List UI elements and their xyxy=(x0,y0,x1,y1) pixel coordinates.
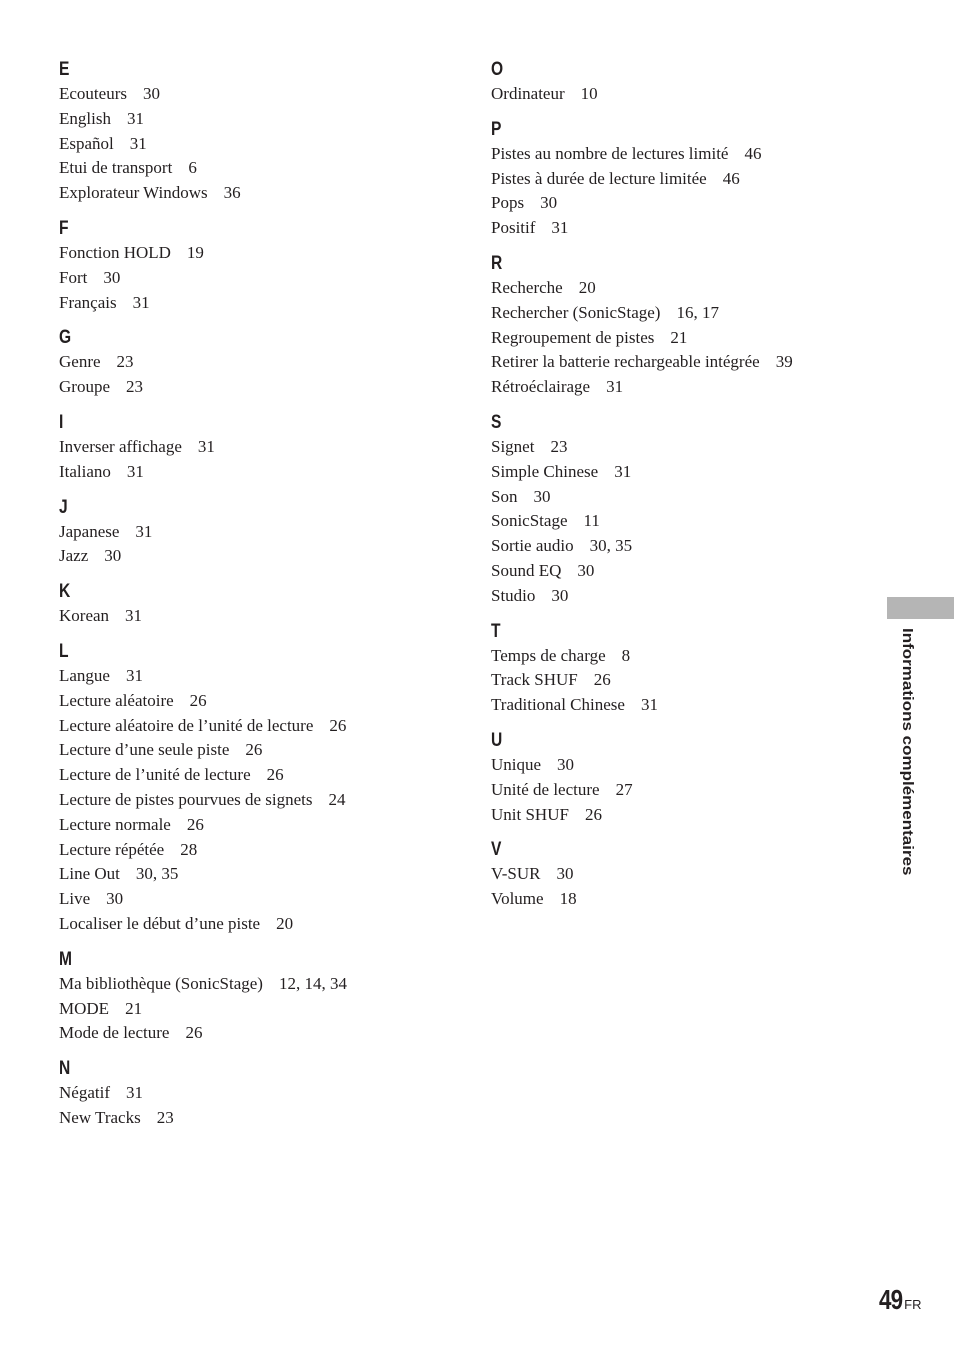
index-entry-pages: 30, 35 xyxy=(135,864,179,884)
index-letter-heading: P xyxy=(491,118,502,140)
index-entry xyxy=(491,534,851,559)
index-entry-pages: 26 xyxy=(593,670,611,690)
index-letter-heading: F xyxy=(59,217,69,239)
index-entry-term: Ecouteurs xyxy=(59,84,127,103)
index-entry xyxy=(59,460,459,485)
index-letter-heading: K xyxy=(59,581,71,603)
index-entry-term: Positif xyxy=(491,218,536,238)
index-entry-pages: 31 xyxy=(126,461,144,481)
index-entry xyxy=(59,1021,459,1046)
index-entry-term: Groupe xyxy=(59,377,110,397)
index-entry-term: Négatif xyxy=(59,1083,110,1103)
index-entry-term: Live xyxy=(59,889,91,909)
index-entry-pages: 20 xyxy=(276,913,294,933)
index-letter-heading: I xyxy=(59,411,64,433)
index-entry-term: Jazz xyxy=(59,546,89,566)
index-entry xyxy=(59,181,459,206)
index-entry-term: Pistes à durée de lecture limitée xyxy=(491,168,707,188)
index-entry-pages: 31 xyxy=(125,665,143,685)
index-entry-pages: 26 xyxy=(245,740,263,760)
index-entry xyxy=(59,604,459,629)
index-section-k xyxy=(59,580,459,629)
index-entry-pages: 12, 14, 34 xyxy=(278,973,347,993)
index-entry xyxy=(491,435,851,460)
index-entry xyxy=(59,997,459,1022)
index-entry xyxy=(59,738,459,763)
index-entry-term: Sound EQ xyxy=(491,560,562,580)
index-entry xyxy=(59,435,459,460)
index-entry xyxy=(59,266,459,291)
index-entry xyxy=(491,276,851,301)
index-entry-term: Unit SHUF xyxy=(491,804,569,824)
index-entry-term: Lecture aléatoire de l’unité de lecture xyxy=(59,715,314,735)
index-entry-pages: 46 xyxy=(744,143,762,163)
index-entry-term: Temps de charge xyxy=(491,645,606,665)
index-section-m xyxy=(59,948,459,1046)
index-column-right xyxy=(491,58,851,923)
index-entry-pages: 30 xyxy=(540,193,558,213)
section-tab-marker xyxy=(887,597,954,619)
index-entry xyxy=(491,191,851,216)
index-entry-term: Lecture normale xyxy=(59,814,171,834)
index-entry-term: Unique xyxy=(491,754,542,774)
index-letter-heading: E xyxy=(59,59,70,80)
index-entry-pages: 31 xyxy=(197,436,215,456)
index-entry-term: Lecture de l’unité de lecture xyxy=(59,765,251,785)
index-section-t xyxy=(491,620,851,718)
index-entry-pages: 46 xyxy=(722,168,740,188)
index-entry xyxy=(59,107,459,132)
index-entry xyxy=(491,887,851,912)
index-entry-term: Regroupement de pistes xyxy=(491,327,655,347)
page-number-value: 49 xyxy=(879,1284,903,1315)
index-entry-term: Ma bibliothèque (SonicStage) xyxy=(59,973,263,993)
index-entry-pages: 19 xyxy=(186,242,204,262)
index-entry xyxy=(59,862,459,887)
index-entry-pages: 24 xyxy=(328,789,346,809)
index-entry-term: Lecture de pistes pourvues de signets xyxy=(59,789,313,809)
index-entry-pages: 31 xyxy=(614,461,632,481)
index-section-f xyxy=(59,217,459,315)
index-entry xyxy=(491,301,851,326)
index-entry xyxy=(491,693,851,718)
index-section-e xyxy=(59,58,459,206)
index-letter-heading: N xyxy=(59,1058,71,1080)
index-entry-pages: 18 xyxy=(559,889,577,909)
index-entry-pages: 6 xyxy=(188,158,197,178)
index-entry xyxy=(491,485,851,510)
index-entry-pages: 26 xyxy=(329,715,347,735)
index-section-i xyxy=(59,411,459,485)
index-section-n xyxy=(59,1057,459,1131)
index-entry-term: Japanese xyxy=(59,521,120,541)
index-entry-term: Line Out xyxy=(59,864,120,884)
index-entry-pages: 31 xyxy=(125,1083,143,1103)
index-entry-pages: 30 xyxy=(577,560,595,580)
index-entry xyxy=(59,838,459,863)
page-language-code: FR xyxy=(904,1297,922,1312)
index-entry-term: Mode de lecture xyxy=(59,1023,170,1043)
index-entry-term: Korean xyxy=(59,606,110,626)
index-entry-pages: 10 xyxy=(580,84,598,103)
index-section-j xyxy=(59,496,459,570)
index-entry xyxy=(491,509,851,534)
index-entry-term: New Tracks xyxy=(59,1107,141,1127)
index-entry xyxy=(491,753,851,778)
index-entry-term: Italiano xyxy=(59,461,111,481)
index-entry-pages: 23 xyxy=(116,352,134,372)
index-entry-pages: 26 xyxy=(185,1023,203,1043)
index-entry-pages: 31 xyxy=(640,695,658,715)
index-entry-term: Son xyxy=(491,486,518,506)
index-letter-heading: M xyxy=(59,948,72,970)
index-entry-term: Localiser le début d’une piste xyxy=(59,913,261,933)
index-entry-term: Volume xyxy=(491,889,544,909)
index-entry xyxy=(491,460,851,485)
index-entry xyxy=(59,291,459,316)
index-entry xyxy=(59,664,459,689)
index-entry-term: Lecture d’une seule piste xyxy=(59,740,230,760)
index-entry-pages: 31 xyxy=(606,377,624,397)
index-entry-pages: 31 xyxy=(132,292,150,312)
index-entry-pages: 23 xyxy=(125,377,143,397)
index-column-left xyxy=(59,58,459,1142)
index-entry-term: Unité de lecture xyxy=(491,779,600,799)
index-entry-pages: 31 xyxy=(126,108,144,128)
index-section-l xyxy=(59,640,459,937)
index-entry-pages: 11 xyxy=(583,511,600,531)
index-entry xyxy=(59,544,459,569)
index-entry-term: Etui de transport xyxy=(59,158,173,178)
index-entry-pages: 30 xyxy=(551,585,569,605)
index-entry-term: Recherche xyxy=(491,277,563,297)
index-letter-heading: S xyxy=(491,411,502,433)
index-letter-heading: T xyxy=(491,620,501,642)
index-entry-term: Simple Chinese xyxy=(491,461,599,481)
index-entry-term: Inverser affichage xyxy=(59,436,182,456)
index-entry-pages: 23 xyxy=(156,1107,174,1127)
index-entry-pages: 27 xyxy=(615,779,633,799)
index-section-v xyxy=(491,838,851,912)
index-entry-term: Pops xyxy=(491,193,525,213)
index-entry-term: English xyxy=(59,108,111,128)
page-number xyxy=(879,1284,922,1316)
index-entry-term: Lecture aléatoire xyxy=(59,690,174,710)
index-entry-term: MODE xyxy=(59,998,110,1018)
index-letter-heading: J xyxy=(59,496,68,518)
index-entry-term: V-SUR xyxy=(491,864,541,884)
section-side-label: Informations complémentaires xyxy=(899,628,916,876)
index-entry-pages: 30, 35 xyxy=(589,536,633,556)
index-entry-pages: 31 xyxy=(551,218,569,238)
index-entry-pages: 30 xyxy=(142,84,160,103)
index-entry xyxy=(491,326,851,351)
index-entry xyxy=(59,788,459,813)
index-entry xyxy=(491,668,851,693)
index-entry xyxy=(491,559,851,584)
index-entry xyxy=(59,375,459,400)
index-entry xyxy=(59,132,459,157)
index-entry-term: Retirer la batterie rechargeable intégrée xyxy=(491,352,760,372)
index-entry-pages: 26 xyxy=(266,765,284,785)
index-letter-heading: R xyxy=(491,252,503,274)
index-entry-pages: 30 xyxy=(106,889,124,909)
index-entry-pages: 31 xyxy=(135,521,153,541)
index-entry-term: Explorateur Windows xyxy=(59,183,208,203)
index-section-p xyxy=(491,118,851,241)
index-entry xyxy=(59,887,459,912)
index-entry xyxy=(491,644,851,669)
index-entry xyxy=(491,803,851,828)
index-entry xyxy=(491,778,851,803)
index-letter-heading: L xyxy=(59,640,69,662)
index-entry-pages: 16, 17 xyxy=(676,302,719,322)
index-entry-pages: 28 xyxy=(180,839,198,859)
index-entry xyxy=(59,714,459,739)
index-section-s xyxy=(491,411,851,609)
index-entry-pages: 31 xyxy=(125,606,143,626)
index-entry-term: Genre xyxy=(59,352,101,372)
index-entry xyxy=(59,1106,459,1131)
index-entry-pages: 30 xyxy=(103,267,121,287)
index-entry xyxy=(491,375,851,400)
index-entry-pages: 8 xyxy=(621,645,631,665)
index-entry-term: Studio xyxy=(491,585,536,605)
index-entry xyxy=(59,82,459,107)
index-entry xyxy=(59,241,459,266)
index-entry-term: Fort xyxy=(59,267,88,287)
index-section-u xyxy=(491,729,851,827)
index-entry-term: Français xyxy=(59,292,117,312)
index-entry-term: SonicStage xyxy=(491,511,568,531)
index-entry xyxy=(491,167,851,192)
index-entry xyxy=(491,142,851,167)
index-entry xyxy=(59,813,459,838)
index-section-r xyxy=(491,252,851,400)
index-entry-pages: 21 xyxy=(670,327,688,347)
index-entry xyxy=(59,689,459,714)
index-entry-pages: 26 xyxy=(584,804,602,824)
index-entry-pages: 39 xyxy=(775,352,793,372)
index-entry-term: Fonction HOLD xyxy=(59,242,171,262)
index-entry-pages: 31 xyxy=(129,133,147,153)
index-entry-term: Pistes au nombre de lectures limité xyxy=(491,143,729,163)
index-entry xyxy=(491,82,851,107)
index-entry xyxy=(59,520,459,545)
index-entry-pages: 26 xyxy=(186,814,204,834)
index-entry-pages: 20 xyxy=(578,277,596,297)
index-entry-term: Langue xyxy=(59,665,110,685)
index-entry-pages: 26 xyxy=(189,690,207,710)
index-entry-term: Sortie audio xyxy=(491,536,574,556)
index-entry-pages: 23 xyxy=(550,436,568,456)
index-letter-heading: U xyxy=(491,729,503,751)
index-entry-term: Rechercher (SonicStage) xyxy=(491,302,661,322)
index-entry-term: Traditional Chinese xyxy=(491,695,625,715)
index-entry-term: Rétroéclairage xyxy=(491,377,591,397)
index-entry xyxy=(59,763,459,788)
index-entry-term: Español xyxy=(59,133,114,153)
index-entry xyxy=(59,1081,459,1106)
index-entry xyxy=(59,972,459,997)
index-section-o xyxy=(491,58,851,107)
index-entry xyxy=(59,912,459,937)
index-entry-pages: 30 xyxy=(556,864,574,884)
index-entry-pages: 30 xyxy=(533,486,551,506)
index-letter-heading: O xyxy=(491,59,504,80)
index-entry xyxy=(491,350,851,375)
index-letter-heading: G xyxy=(59,327,72,349)
index-entry-pages: 21 xyxy=(125,998,143,1018)
index-entry-pages: 36 xyxy=(223,183,241,203)
index-entry-pages: 30 xyxy=(557,754,575,774)
index-entry xyxy=(491,862,851,887)
index-section-g xyxy=(59,326,459,400)
index-entry xyxy=(59,350,459,375)
index-entry xyxy=(491,216,851,241)
index-entry-term: Lecture répétée xyxy=(59,839,165,859)
index-entry-term: Signet xyxy=(491,436,535,456)
index-letter-heading: V xyxy=(491,839,502,861)
index-entry-term: Ordinateur xyxy=(491,84,565,103)
index-entry xyxy=(491,584,851,609)
index-entry-pages: 30 xyxy=(104,546,122,566)
index-entry xyxy=(59,156,459,181)
index-entry-term: Track SHUF xyxy=(491,670,578,690)
